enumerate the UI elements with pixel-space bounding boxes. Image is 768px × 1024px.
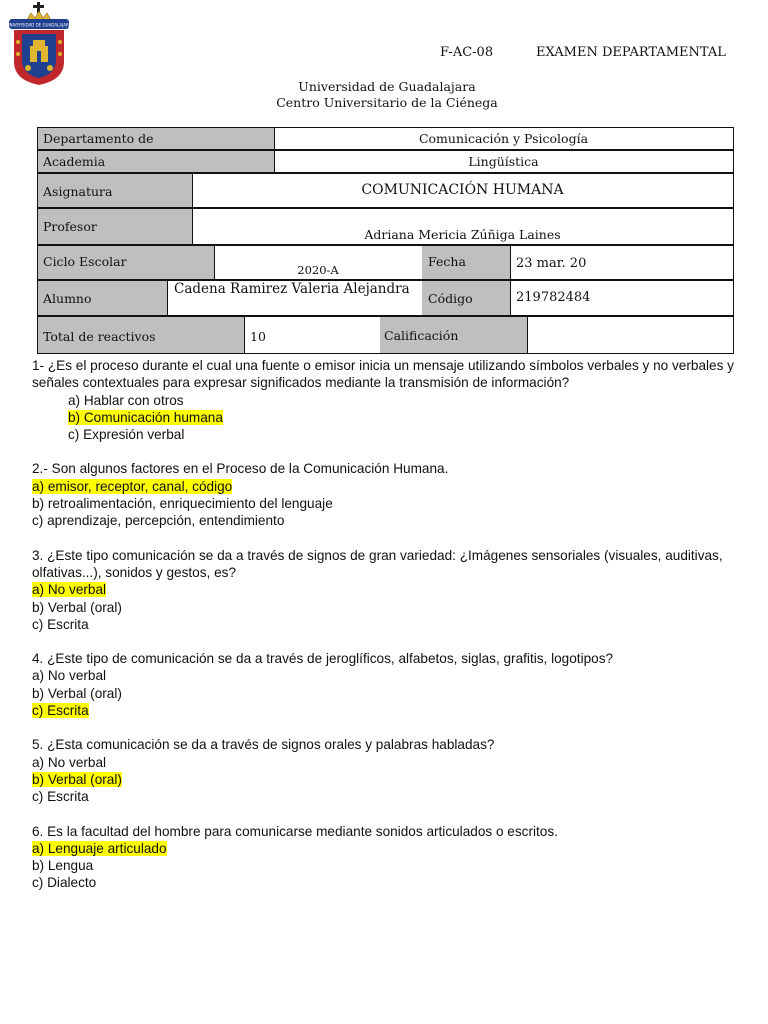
asignatura-value: COMUNICACIÓN HUMANA	[361, 182, 564, 198]
total-row	[37, 316, 734, 354]
asignatura-row	[37, 173, 734, 208]
question-option: a) No verbal	[32, 668, 107, 684]
question-option: a) Hablar con otros	[68, 392, 184, 408]
question-option: c) aprendizaje, percepción, entendimiento	[32, 513, 285, 529]
asignatura-label: Asignatura	[38, 174, 192, 207]
seal-banner-text: UNIVERSIDAD DE GUADALAJARA	[8, 22, 70, 28]
ciclo-label: Ciclo Escolar	[38, 246, 214, 279]
departamento-label: Departamento de	[38, 128, 274, 149]
question-text: 5. ¿Esta comunicación se da a través de signos orales y palabras habladas?	[32, 737, 495, 753]
question-text: 2.- Son algunos factores en el Proceso de la Comunicación Humana.	[32, 461, 449, 477]
alumno-row	[37, 280, 734, 316]
question-text: 4. ¿Este tipo de comunicación se da a través de jeroglíficos, alfabetos, siglas, grafitis, logotipos?	[32, 651, 614, 667]
question-text: 3. ¿Este tipo comunicación se da a través de signos de gran variedad: ¿Imágenes sensoriales (visuales, auditivas, olfativas...), sonidos y gestos, es?	[32, 547, 723, 580]
question-option: c) Escrita	[32, 789, 89, 805]
ciclo-row	[37, 245, 734, 280]
question-option-selected: b) Verbal (oral)	[32, 771, 122, 787]
question-option-selected: b) Comunicación humana	[68, 409, 223, 425]
question-option: b) Lengua	[32, 858, 94, 874]
question-option-selected: a) emisor, receptor, canal, código	[32, 478, 233, 494]
question-option: b) Verbal (oral)	[32, 685, 122, 701]
ciclo-value: 2020-A	[297, 263, 339, 277]
university-logo	[8, 2, 70, 86]
academia-label: Academia	[38, 151, 274, 172]
academia-row	[37, 150, 734, 173]
fecha-value: 23 mar. 20	[516, 256, 587, 271]
question-3	[32, 547, 747, 633]
exam-title: EXAMEN DEPARTAMENTAL	[536, 45, 726, 60]
alumno-label: Alumno	[38, 281, 167, 315]
question-1	[32, 357, 747, 443]
question-option-selected: a) No verbal	[32, 582, 107, 598]
question-option-selected: a) Lenguaje articulado	[32, 840, 167, 856]
academia-value: Lingüística	[468, 154, 539, 169]
total-value: 10	[250, 329, 266, 344]
departamento-row	[37, 127, 734, 150]
question-option: b) retroalimentación, enriquecimiento del lenguaje	[32, 496, 333, 512]
question-option: c) Expresión verbal	[68, 427, 185, 443]
question-4	[32, 650, 747, 719]
profesor-value: Adriana Mericia Zúñiga Laines	[364, 227, 561, 242]
codigo-label: Código	[422, 281, 510, 315]
institution-heading	[0, 79, 768, 111]
fecha-label: Fecha	[422, 246, 510, 279]
calificacion-label: Calificación	[380, 317, 527, 353]
question-2	[32, 460, 747, 529]
calificacion-value	[527, 317, 733, 353]
profesor-label: Profesor	[38, 209, 192, 244]
departamento-value: Comunicación y Psicología	[418, 131, 589, 146]
question-option-selected: c) Escrita	[32, 703, 89, 719]
question-option: c) Dialecto	[32, 875, 97, 891]
university-name: Universidad de Guadalajara	[298, 79, 476, 94]
alumno-value: Cadena Ramirez Valeria Alejandra	[174, 281, 410, 297]
university-seal-icon	[8, 2, 70, 86]
question-5	[32, 736, 747, 805]
question-text: 6. Es la facultad del hombre para comunicarse mediante sonidos articulados o escritos.	[32, 823, 558, 839]
form-code: F-AC-08	[440, 45, 494, 60]
total-label: Total de reactivos	[38, 317, 244, 353]
question-text: 1- ¿Es el proceso durante el cual una fuente o emisor inicia un mensaje utilizando símbolos verbales y no verbales y señales contextuales para expresar significados mediante la transmisión de información?	[32, 358, 734, 391]
question-option: a) No verbal	[32, 754, 107, 770]
questions-section	[32, 357, 747, 909]
question-option: c) Escrita	[32, 616, 89, 632]
center-name: Centro Universitario de la Ciénega	[276, 95, 498, 110]
question-6	[32, 823, 747, 892]
profesor-row	[37, 208, 734, 245]
codigo-value: 219782484	[516, 290, 591, 305]
question-option: b) Verbal (oral)	[32, 599, 122, 615]
